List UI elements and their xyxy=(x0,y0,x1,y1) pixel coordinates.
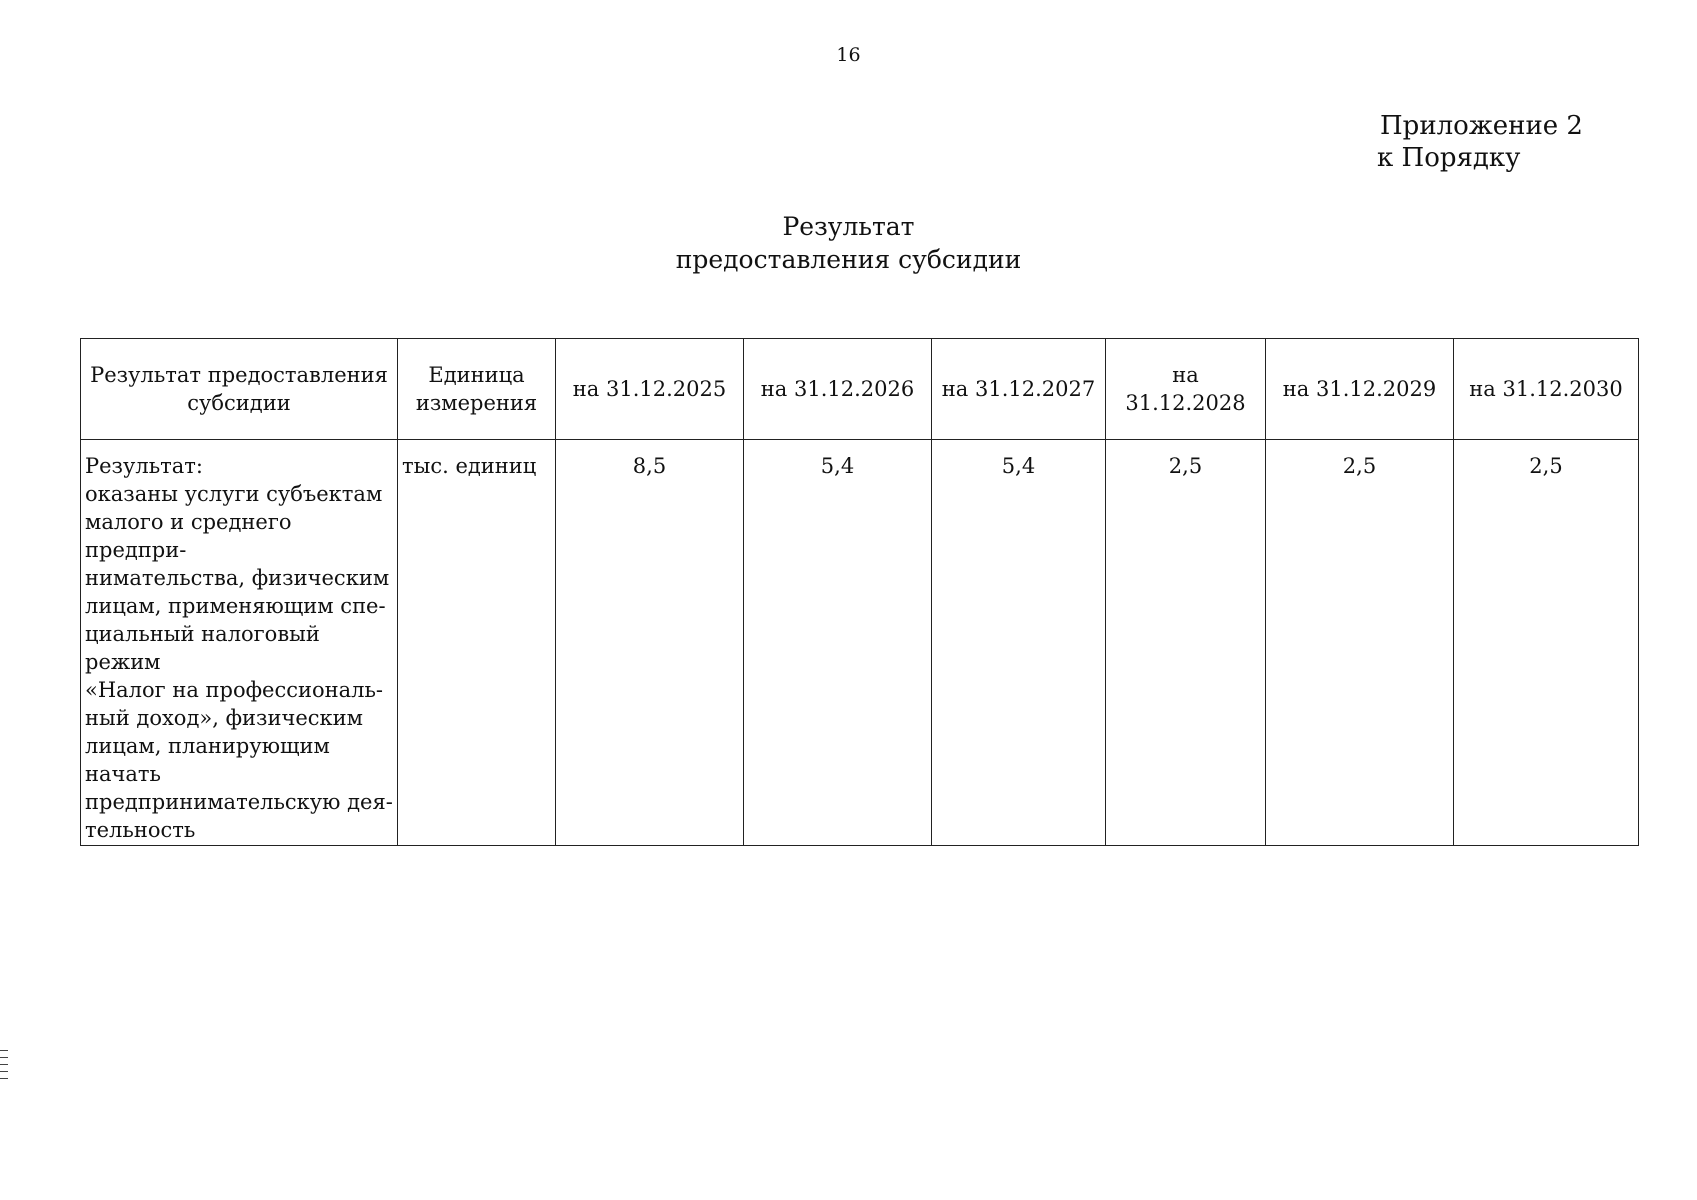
header-year-2026: на 31.12.2026 xyxy=(744,339,932,440)
results-table xyxy=(80,338,1639,846)
document-title-line-1: Результат xyxy=(782,212,915,241)
header-unit: Единица измерения xyxy=(398,339,556,440)
header-year-2027: на 31.12.2027 xyxy=(932,339,1106,440)
header-result: Результат предоставления субсидии xyxy=(81,339,398,440)
appendix-reference xyxy=(1377,110,1583,174)
header-year-2025: на 31.12.2025 xyxy=(556,339,744,440)
result-text: оказаны услуги субъектам малого и среднего предпри- нимательства, физическим лицам, применяющим спе- циальный налоговый режим «Налог на профессиональ- ный доход», физическим лицам, планирующим начать предпринимательскую дея- тельность xyxy=(85,482,393,842)
header-year-2030: на 31.12.2030 xyxy=(1454,339,1639,440)
document-title-line-2: предоставления субсидии xyxy=(675,245,1022,274)
result-label: Результат: xyxy=(85,454,203,478)
value-2028: 2,5 xyxy=(1106,440,1266,846)
value-2025: 8,5 xyxy=(556,440,744,846)
unit-cell: тыс. единиц xyxy=(398,440,556,846)
result-description-cell xyxy=(81,440,398,846)
page-number: 16 xyxy=(836,44,861,66)
header-year-2028: на 31.12.2028 xyxy=(1106,339,1266,440)
value-2029: 2,5 xyxy=(1266,440,1454,846)
value-2030: 2,5 xyxy=(1454,440,1639,846)
value-2026: 5,4 xyxy=(744,440,932,846)
table-row xyxy=(81,440,1639,846)
header-year-2029: на 31.12.2029 xyxy=(1266,339,1454,440)
value-2027: 5,4 xyxy=(932,440,1106,846)
appendix-line-1: Приложение 2 xyxy=(1380,111,1583,141)
appendix-line-2: к Порядку xyxy=(1377,143,1521,173)
scan-edge-marks xyxy=(0,1050,8,1085)
table-header-row xyxy=(81,339,1639,440)
document-title xyxy=(0,210,1697,276)
